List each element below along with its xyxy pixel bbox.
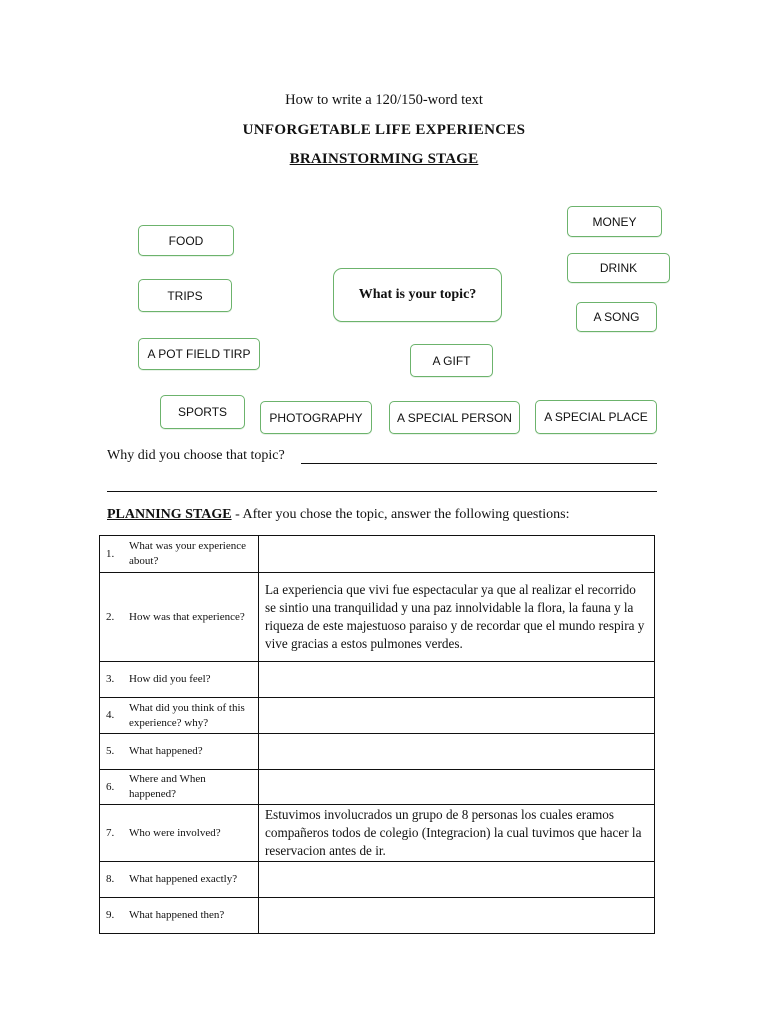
question-number: 8. [106, 873, 115, 885]
question-text: What did you think of this experience? why? [129, 701, 245, 729]
question-number: 5. [106, 745, 115, 757]
answer-cell[interactable] [259, 698, 655, 734]
question-row [100, 536, 655, 573]
answer-cell[interactable] [259, 662, 655, 698]
question-number: 9. [106, 909, 115, 921]
topic-bubble-song: A SONG [576, 302, 657, 332]
topic-bubble-sports: SPORTS [160, 395, 245, 429]
topic-bubble-special-person: A SPECIAL PERSON [389, 401, 520, 434]
question-text: How did you feel? [129, 673, 211, 685]
question-number: 2. [106, 610, 115, 623]
topic-bubble-special-place: A SPECIAL PLACE [535, 400, 657, 434]
answer-cell[interactable] [259, 898, 655, 934]
question-row [100, 805, 655, 862]
question-cell [100, 805, 259, 862]
question-number: 6. [106, 780, 115, 793]
question-number: 1. [106, 547, 115, 560]
question-text: How was that experience? [129, 610, 245, 623]
question-cell [100, 536, 259, 573]
why-topic-prompt: Why did you choose that topic? [107, 448, 285, 463]
question-text: What happened exactly? [129, 873, 238, 885]
question-row [100, 573, 655, 662]
question-cell [100, 862, 259, 898]
center-topic-bubble: What is your topic? [333, 268, 502, 322]
question-row [100, 862, 655, 898]
topic-bubble-drink: DRINK [567, 253, 670, 283]
question-cell [100, 898, 259, 934]
question-row [100, 898, 655, 934]
brainstorming-heading: BRAINSTORMING STAGE [289, 151, 479, 167]
topic-bubble-gift: A GIFT [410, 344, 493, 377]
planning-instruction-text: - After you chose the topic, answer the following questions: [231, 507, 570, 522]
question-text: What happened then? [129, 909, 225, 921]
question-row [100, 698, 655, 734]
question-cell [100, 662, 259, 698]
topic-bubble-money: MONEY [567, 206, 662, 237]
planning-stage-label: PLANNING STAGE [107, 507, 232, 522]
why-answer-line-2 [107, 491, 657, 492]
question-cell [100, 573, 259, 662]
question-text: Who were involved? [129, 826, 221, 839]
question-row [100, 662, 655, 698]
answer-cell[interactable] [259, 862, 655, 898]
answer-cell[interactable] [259, 770, 655, 805]
question-cell [100, 698, 259, 734]
topic-bubble-photography: PHOTOGRAPHY [260, 401, 372, 434]
question-number: 7. [106, 826, 115, 839]
question-cell [100, 734, 259, 770]
question-text: What was your experience about? [129, 540, 246, 567]
planning-questions-table [99, 535, 655, 934]
question-text: Where and When happened? [129, 773, 206, 800]
planning-stage-instruction [107, 507, 569, 523]
topic-bubble-trips: TRIPS [138, 279, 232, 312]
question-row [100, 734, 655, 770]
document-title: UNFORGETABLE LIFE EXPERIENCES [242, 122, 526, 138]
answer-cell[interactable] [259, 536, 655, 573]
answer-cell[interactable]: La experiencia que vivi fue espectacular ya que al realizar el recorrido se sintio una tranquilidad y una paz innolvidable la flora, la fauna y la riqueza de este majestuoso paraiso y de recordar que el mundo respira y vive gracias a estos pulmones verdes. [259, 573, 655, 662]
question-cell [100, 770, 259, 805]
question-number: 4. [106, 709, 115, 721]
question-row [100, 770, 655, 805]
document-subtitle: How to write a 120/150-word text [285, 92, 483, 108]
question-text: What happened? [129, 745, 203, 757]
topic-bubble-food: FOOD [138, 225, 234, 256]
why-answer-line-1 [301, 463, 657, 464]
answer-cell[interactable]: Estuvimos involucrados un grupo de 8 personas los cuales eramos compañeros todos de colegio (Integracion) la cual tuvimos que hacer la reservacion antes de ir. [259, 805, 655, 862]
topic-bubble-pot-field-tirp: A POT FIELD TIRP [138, 338, 260, 370]
answer-cell[interactable] [259, 734, 655, 770]
question-number: 3. [106, 673, 115, 685]
